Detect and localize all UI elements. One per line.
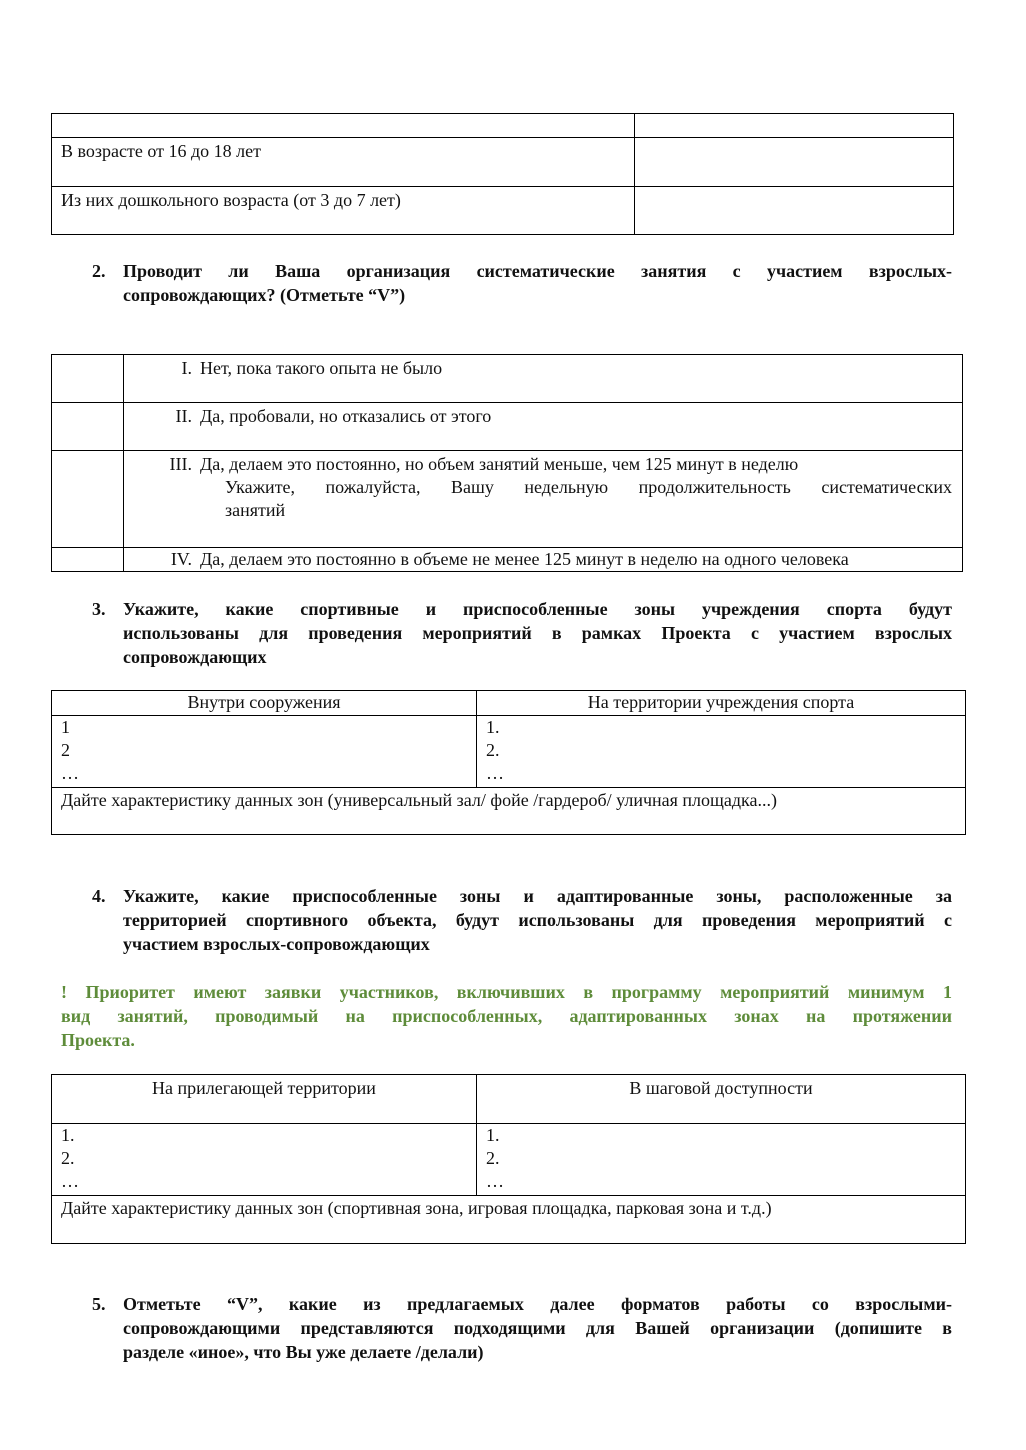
question-text-line: сопровождающих xyxy=(123,647,267,667)
question-text-line: Проводит ли Ваша организация систематические занятия с участием взрослых- xyxy=(123,261,952,281)
note-line: вид занятий, проводимый на приспособленных, адаптированных зонах на протяжении xyxy=(61,1006,952,1026)
question-text-line: разделе «иное», что Вы уже делаете /делали) xyxy=(123,1342,484,1362)
note-line: Проекта. xyxy=(61,1030,135,1050)
option-text: Нет, пока такого опыта не было xyxy=(200,358,443,378)
table-row xyxy=(52,138,954,187)
question-text-line: сопровождающими представляются подходящими для Вашей организации (допишите в xyxy=(123,1318,952,1338)
question-text-line: территорией спортивного объекта, будут использованы для проведения мероприятий с xyxy=(123,910,952,930)
question-4 xyxy=(92,884,952,980)
question-text-line: Укажите, какие приспособленные зоны и адаптированные зоны, расположенные за xyxy=(123,886,952,906)
list-item: 1 xyxy=(61,717,70,737)
walking-distance-list[interactable] xyxy=(477,1124,966,1196)
age-16-18-value[interactable] xyxy=(635,138,954,187)
checkbox-cell[interactable] xyxy=(52,548,124,572)
table-row xyxy=(52,716,966,788)
list-item: 1. xyxy=(61,1125,75,1145)
facility-territory-list[interactable] xyxy=(477,716,966,788)
facility-territory-header: На территории учреждения спорта xyxy=(477,691,966,716)
option-number: I. xyxy=(181,358,192,378)
option-iv xyxy=(124,548,963,572)
table-cell[interactable] xyxy=(635,114,954,138)
option-i xyxy=(124,355,963,403)
question-number: 4. xyxy=(92,886,106,906)
note-line: ! Приоритет имеют заявки участников, включивших в программу мероприятий минимум 1 xyxy=(61,982,952,1002)
option-number: IV. xyxy=(170,549,192,569)
option-number: II. xyxy=(175,406,192,426)
priority-note xyxy=(61,980,952,1052)
question-text xyxy=(123,884,952,980)
option-text: Да, делаем это постоянно в объеме не менее 125 минут в неделю на одного человека xyxy=(200,549,849,569)
question-text-line: Отметьте “V”, какие из предлагаемых далее форматов работы со взрослыми- xyxy=(123,1294,952,1314)
question-text-line: использованы для проведения мероприятий в рамках Проекта с участием взрослых xyxy=(123,623,952,643)
table-cell xyxy=(52,114,635,138)
question-text xyxy=(123,1292,952,1388)
adjacent-territory-header: На прилегающей территории xyxy=(52,1075,477,1124)
zones-characteristics[interactable]: Дайте характеристику данных зон (универсальный зал/ фойе /гардероб/ уличная площадка...) xyxy=(52,788,966,835)
option-number: III. xyxy=(169,454,192,474)
adjacent-territory-list[interactable] xyxy=(52,1124,477,1196)
question-2 xyxy=(92,259,952,331)
preschool-label: Из них дошкольного возраста (от 3 до 7 лет) xyxy=(52,187,635,235)
question-number: 3. xyxy=(92,599,106,619)
inside-facility-header: Внутри сооружения xyxy=(52,691,477,716)
age-table xyxy=(51,113,954,235)
question-text-line: сопровождающих? (Отметьте “V”) xyxy=(123,285,406,305)
checkbox-cell[interactable] xyxy=(52,451,124,548)
checkbox-cell[interactable] xyxy=(52,355,124,403)
sport-zones-table xyxy=(51,690,966,835)
question-number: 5. xyxy=(92,1294,106,1314)
prompt-line: занятий xyxy=(225,500,286,520)
inside-facility-list[interactable] xyxy=(52,716,477,788)
question-text-line: Укажите, какие спортивные и приспособленные зоны учреждения спорта будут xyxy=(123,599,952,619)
list-item: 1. xyxy=(486,717,500,737)
weekly-duration-prompt xyxy=(225,476,953,522)
table-row xyxy=(52,355,963,403)
list-item: 2. xyxy=(61,1148,75,1168)
systematic-classes-table xyxy=(51,354,963,572)
question-3 xyxy=(92,597,952,693)
table-row xyxy=(52,788,966,835)
zones-characteristics[interactable]: Дайте характеристику данных зон (спортивная зона, игровая площадка, парковая зона и т.д.) xyxy=(52,1196,966,1244)
question-text xyxy=(123,259,952,331)
walking-distance-header: В шаговой доступности xyxy=(477,1075,966,1124)
table-row xyxy=(52,1124,966,1196)
age-16-18-label: В возрасте от 16 до 18 лет xyxy=(52,138,635,187)
question-number: 2. xyxy=(92,261,106,281)
option-iii xyxy=(124,451,963,548)
list-item: … xyxy=(486,763,504,783)
adapted-zones-table xyxy=(51,1074,966,1244)
list-item: … xyxy=(61,763,79,783)
prompt-line: Укажите, пожалуйста, Вашу недельную продолжительность систематических xyxy=(225,477,952,497)
table-row xyxy=(52,691,966,716)
list-item: … xyxy=(486,1171,504,1191)
preschool-value[interactable] xyxy=(635,187,954,235)
list-item: 2. xyxy=(486,740,500,760)
list-item: … xyxy=(61,1171,79,1191)
list-item: 1. xyxy=(486,1125,500,1145)
question-text xyxy=(123,597,952,693)
option-text: Да, делаем это постоянно, но объем занятий меньше, чем 125 минут в неделю xyxy=(200,454,799,474)
question-5 xyxy=(92,1292,952,1388)
table-row xyxy=(52,1075,966,1124)
question-text-line: участием взрослых-сопровождающих xyxy=(123,934,430,954)
checkbox-cell[interactable] xyxy=(52,403,124,451)
list-item: 2. xyxy=(486,1148,500,1168)
option-text: Да, пробовали, но отказались от этого xyxy=(200,406,492,426)
table-row xyxy=(52,548,963,572)
table-row xyxy=(52,114,954,138)
option-ii xyxy=(124,403,963,451)
table-row xyxy=(52,451,963,548)
list-item: 2 xyxy=(61,740,70,760)
table-row xyxy=(52,187,954,235)
table-row xyxy=(52,403,963,451)
table-row xyxy=(52,1196,966,1244)
